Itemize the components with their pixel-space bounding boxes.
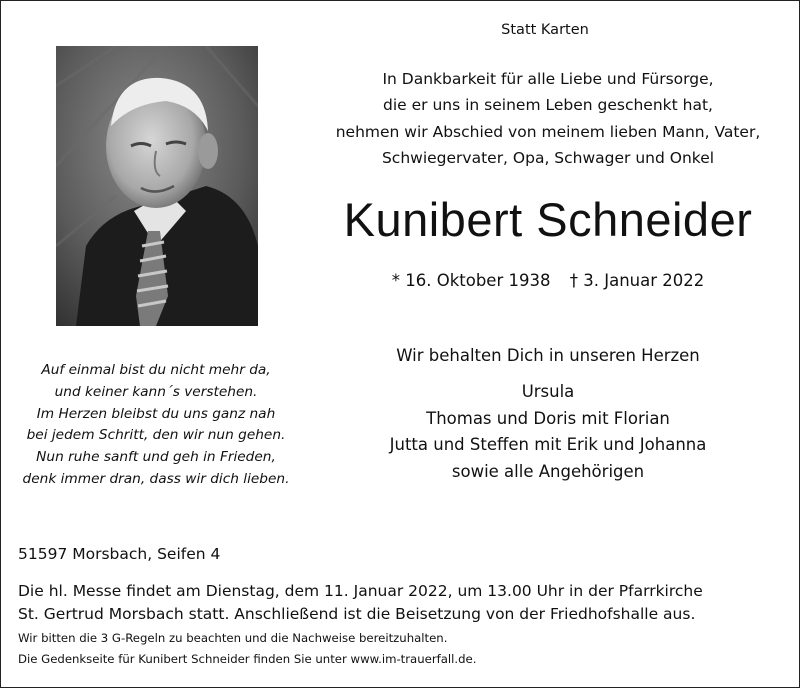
mourner-line: sowie alle Angehörigen [451,461,645,481]
poem-line: und keiner kann´s verstehen. [54,383,258,400]
mourners-list [300,379,796,485]
deceased-name: Kunibert Schneider [343,193,753,246]
portrait-photo [56,46,258,326]
mourner-line: Ursula [521,382,575,401]
statt-karten: Statt Karten [501,22,589,38]
poem-line: Im Herzen bleibst du uns ganz nah [36,405,276,422]
mourner-line: Jutta und Steffen mit Erik und Johanna [389,435,707,455]
death-date: † 3. Januar 2022 [569,271,705,290]
mourner-line: Thomas und Doris mit Florian [426,408,670,428]
poem-line: Auf einmal bist du nicht mehr da, [41,362,271,378]
note-line: Die Gedenkseite für Kunibert Schneider finden Sie unter www.im-trauerfall.de. [18,651,477,666]
intro-text [300,66,796,172]
poem-line: Nun ruhe sanft und geh in Frieden, [36,449,276,466]
intro-line: Schwiegervater, Opa, Schwager und Onkel [381,149,715,168]
intro-line: nehmen wir Abschied von meinem lieben Mann, Vater, [335,122,761,141]
intro-line: In Dankbarkeit für alle Liebe und Fürsorge, [382,70,714,88]
intro-line: die er uns in seinem Leben geschenkt hat, [383,96,713,115]
motto: Wir behalten Dich in unseren Herzen [396,346,700,365]
poem-line: bei jedem Schritt, den wir nun gehen. [26,427,286,444]
life-dates [300,271,796,290]
mass-line: St. Gertrud Morsbach statt. Anschließend ist die Beisetzung von der Friedhofshalle aus. [18,604,696,623]
note-line: Wir bitten die 3 G-Regeln zu beachten und die Nachweise bereitzuhalten. [18,631,448,645]
poem-line: denk immer dran, dass wir dich lieben. [22,470,290,487]
notes [18,628,476,669]
mass-line: Die hl. Messe findet am Dienstag, dem 11. Januar 2022, um 13.00 Uhr in der Pfarrkirche [18,582,703,600]
poem [4,360,308,491]
birth-date: * 16. Oktober 1938 [391,271,551,290]
mass-info [18,580,703,625]
address: 51597 Morsbach, Seifen 4 [18,545,221,563]
